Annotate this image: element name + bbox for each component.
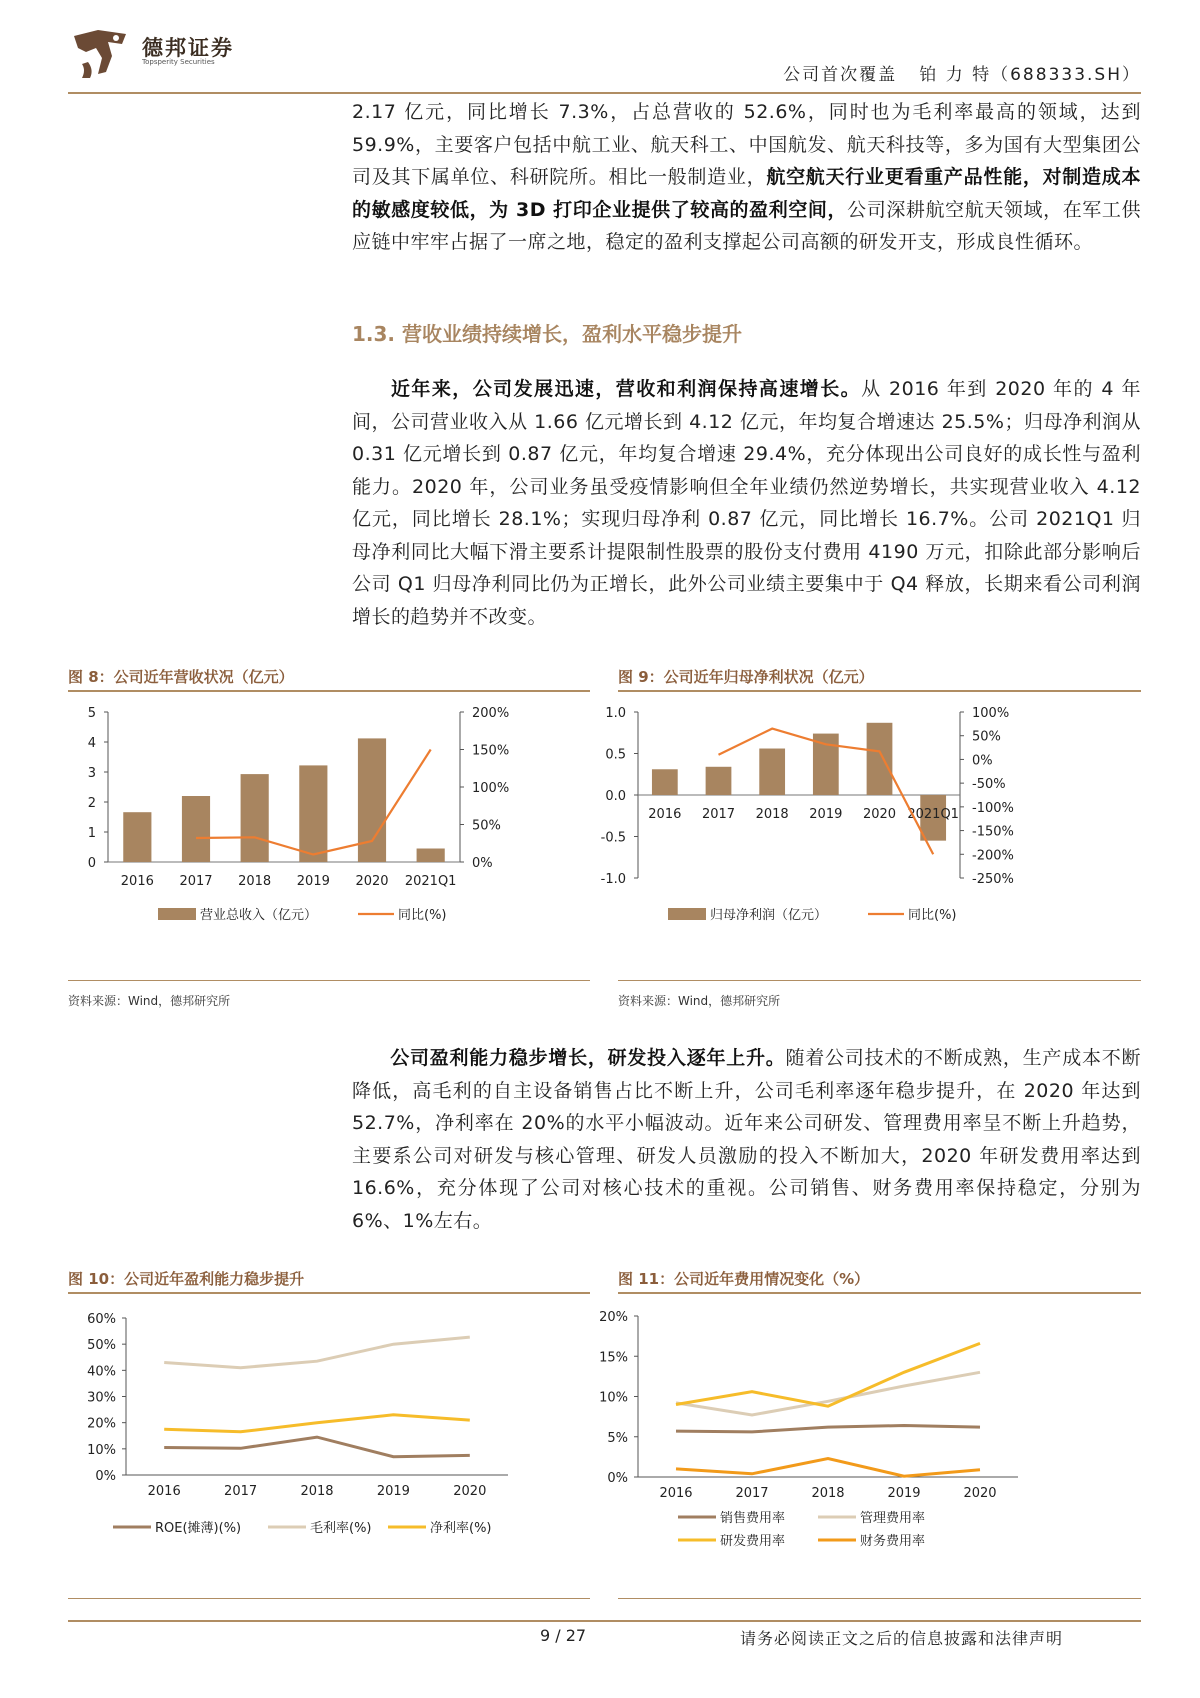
fig11-bottom-rule [618,1598,1141,1599]
paragraph-3-text: 随着公司技术的不断成熟，生产成本不断降低，高毛利的自主设备销售占比不断上升，公司毛利率逐年稳步提升，在 2020 年达到 52.7%，净利率在 20%的水平小幅波动。近年来公司研发、管理费用率呈不断上升趋势，主要系公司对研发与核心管理、研发人员激励的投入不断加大，2020 年研发费用率达到 16.6%，充分体现了公司对核心技术的重视。公司销售、财务费用率保持稳定，分别为 6%、1%左右。 [352,1047,1141,1232]
section-title: 1.3. 营收业绩持续增长，盈利水平稳步提升 [352,322,742,346]
fig8-legend-label-bar: 营业总收入（亿元） [200,908,318,923]
fig9-top-rule [618,690,1141,692]
fig10-y-tick-label: 10% [87,1442,116,1458]
header-rule [68,92,1141,94]
fig9-category-label: 2020 [862,807,897,822]
fig10-title: 图 10：公司近年盈利能力稳步提升 [68,1270,305,1288]
fig8-right-tick-label: 150% [472,743,510,759]
fig8-bottom-rule [68,980,590,981]
fig10-y-tick-label: 40% [87,1364,116,1380]
fig10-category-label: 2019 [376,1484,410,1499]
fig10-legend-label: ROE(摊薄)(%) [155,1521,242,1536]
fig8-left-tick-label: 5 [87,706,96,721]
fig9-right-tick-label: 0% [972,753,993,769]
paragraph-2-bold: 近年来，公司发展迅速，营收和利润保持高速增长。 [390,378,862,400]
fig8-left-tick-label: 1 [87,826,96,841]
fig11-y-tick-label: 15% [599,1350,628,1366]
fig8-left-tick-label: 2 [87,796,96,811]
fig11-category-label: 2020 [963,1486,997,1501]
fig9-bottom-rule [618,980,1141,981]
fig11-title: 图 11：公司近年费用情况变化（%） [618,1270,870,1288]
brand-name-cn: 德邦证券 [142,36,234,60]
fig8-category-label: 2018 [238,874,272,889]
fig9-bar [706,767,732,795]
fig8-category-label: 2021Q1 [404,874,457,889]
footer-disclaimer: 请务必阅读正文之后的信息披露和法律声明 [740,1629,1064,1648]
fig11-chart [599,1300,1141,1590]
fig9-category-label: 2018 [755,807,789,822]
fig8-legend-label-line: 同比(%) [398,908,447,923]
fig11-series-line [676,1372,980,1415]
company-logo [68,22,132,80]
fig8-bar [417,849,445,863]
fig8-source: 资料来源：Wind，德邦研究所 [68,994,231,1008]
paragraph-2-text: 从 2016 年到 2020 年的 4 年间，公司营业收入从 1.66 亿元增长到 4.12 亿元，年均复合增速达 25.5%；归母净利润从 0.31 亿元增长到 0.87 亿元，年均复合增速 29.4%，充分体现出公司良好的成长性与盈利能力。2020 年，公司业务虽受疫情影响但全年业绩仍然逆势增长，共实现营业收入 4.12 亿元，同比增长 28.1%；实现归母净利 0.87 亿元，同比增长 16.7%。公司 2021Q1 归母净利同比大幅下滑主要系计提限制性股票的股份支付费用 4190 万元，扣除此部分影响后公司 Q1 归母净利同比仍为正增长，此外公司业绩主要集中于 Q4 释放，长期来看公司利润增长的趋势并不改变。 [352,378,1141,628]
fig11-legend-label: 管理费用率 [860,1511,926,1526]
fig8-bar [182,796,210,862]
fig9-right-tick-label: -100% [972,800,1014,816]
fig9-right-tick-label: -150% [972,824,1014,840]
paragraph-1-tail: 公司深耕航空航天领域，在军工供应链中牢牢占据了一席之地，稳定的盈利支撑起公司高额的研发开支，形成良性循环。 [352,198,1141,253]
fig11-series-line [676,1459,980,1477]
fig9-legend-label-line: 同比(%) [908,908,957,923]
report-type: 公司首次覆盖 [783,65,898,85]
fig11-y-tick-label: 0% [607,1471,628,1486]
fig10-category-label: 2017 [224,1484,258,1499]
fig8-bar [299,765,327,862]
fig11-y-tick-label: 10% [599,1390,628,1406]
fig11-category-label: 2016 [659,1486,693,1501]
fig10-bottom-rule [68,1598,590,1599]
company-ticker: 铂 力 特（688333.SH） [919,65,1141,85]
fig9-left-tick-label: 0.5 [605,747,626,763]
fig11-y-tick-label: 5% [607,1430,628,1446]
fig9-bar [652,769,678,795]
fig9-left-tick-label: 1.0 [605,706,626,721]
fig9-right-tick-label: -50% [972,777,1006,793]
fig10-series-line [164,1415,470,1432]
fig10-series-line [164,1337,470,1368]
paragraph-1-text: 2.17 亿元，同比增长 7.3%，占总营收的 52.6%，同时也为毛利率最高的领域，达到 59.9%，主要客户包括中航工业、航天科工、中国航发、航天科技等，多为国有大型集团公司及其下属单位、科研院所。相比一般制造业， [352,101,1141,188]
fig10-category-label: 2018 [300,1484,334,1499]
fig11-top-rule [618,1292,1141,1294]
brand-name-en: Topsperity Securities [142,58,215,66]
fig8-right-tick-label: 200% [472,706,510,721]
fig11-series-line [676,1343,980,1406]
fig8-category-label: 2020 [355,874,389,889]
fig11-category-label: 2019 [887,1486,921,1501]
fig8-chart [68,698,590,960]
fig8-category-label: 2016 [120,874,154,889]
fig11-legend-label: 销售费用率 [720,1511,786,1526]
fig9-legend-swatch-bar [668,908,706,920]
fig8-category-label: 2019 [296,874,330,889]
fig9-left-tick-label: 0.0 [605,789,626,804]
fig9-bar [867,723,893,795]
fig9-chart [600,698,1141,960]
paragraph-1 [352,96,1141,259]
fig10-series-line [164,1437,470,1457]
fig8-right-tick-label: 100% [472,781,510,796]
fig10-y-tick-label: 20% [87,1416,116,1432]
fig10-y-tick-label: 30% [87,1390,116,1406]
fig8-right-tick-label: 0% [472,856,493,871]
fig10-category-label: 2020 [453,1484,487,1499]
fig10-chart [68,1300,590,1590]
fig9-right-tick-label: 50% [972,729,1001,745]
fig8-left-tick-label: 4 [87,736,96,751]
fig9-bar [759,749,785,795]
fig10-legend-label: 净利率(%) [430,1521,492,1536]
fig11-y-tick-label: 20% [599,1310,628,1325]
fig9-category-label: 2017 [701,807,736,822]
paragraph-3 [352,1042,1141,1237]
fig8-left-tick-label: 0 [87,856,96,871]
fig9-category-label: 2021Q1 [907,807,959,822]
fig11-series-line [676,1426,980,1432]
fig9-source: 资料来源：Wind，德邦研究所 [618,994,781,1008]
fig10-y-tick-label: 0% [95,1469,116,1484]
paragraph-1-bold: 航空航天行业更看重产品性能，对制造成本的敏感度较低，为 3D 打印企业提供了较高的盈利空间， [352,166,1141,221]
page-number: 9 / 27 [540,1626,587,1645]
fig11-legend-label: 财务费用率 [860,1534,926,1549]
fig9-title: 图 9：公司近年归母净利状况（亿元） [618,668,874,686]
fig9-legend-label-bar: 归母净利润（亿元） [710,908,828,923]
fig10-legend-label: 毛利率(%) [310,1521,372,1536]
fig9-right-tick-label: 100% [972,706,1010,721]
fig8-legend-swatch-bar [158,908,196,920]
paragraph-3-bold: 公司盈利能力稳步增长，研发投入逐年上升。 [390,1047,786,1069]
fig9-left-tick-label: -1.0 [600,872,626,887]
footer-rule [68,1620,1141,1622]
fig11-category-label: 2018 [811,1486,845,1501]
fig9-category-label: 2019 [809,807,843,822]
fig11-category-label: 2017 [735,1486,769,1501]
fig8-top-rule [68,690,590,692]
fig11-legend-label: 研发费用率 [720,1534,786,1549]
fig10-y-tick-label: 50% [87,1338,116,1354]
fig8-right-tick-label: 50% [472,818,501,834]
fig9-right-tick-label: -200% [972,848,1014,864]
fig8-left-tick-label: 3 [87,766,96,781]
fig8-bar [123,812,151,862]
fig9-left-tick-label: -0.5 [600,830,626,846]
report-header [600,60,1141,85]
fig8-category-label: 2017 [179,874,213,889]
fig9-category-label: 2016 [648,807,682,822]
fig10-top-rule [68,1292,590,1294]
fig8-title: 图 8：公司近年营收状况（亿元） [68,668,294,686]
fig8-bar [241,774,269,862]
fig9-right-tick-label: -250% [972,872,1014,887]
fig10-category-label: 2016 [147,1484,181,1499]
paragraph-2 [352,373,1141,633]
fig10-y-tick-label: 60% [87,1312,116,1327]
